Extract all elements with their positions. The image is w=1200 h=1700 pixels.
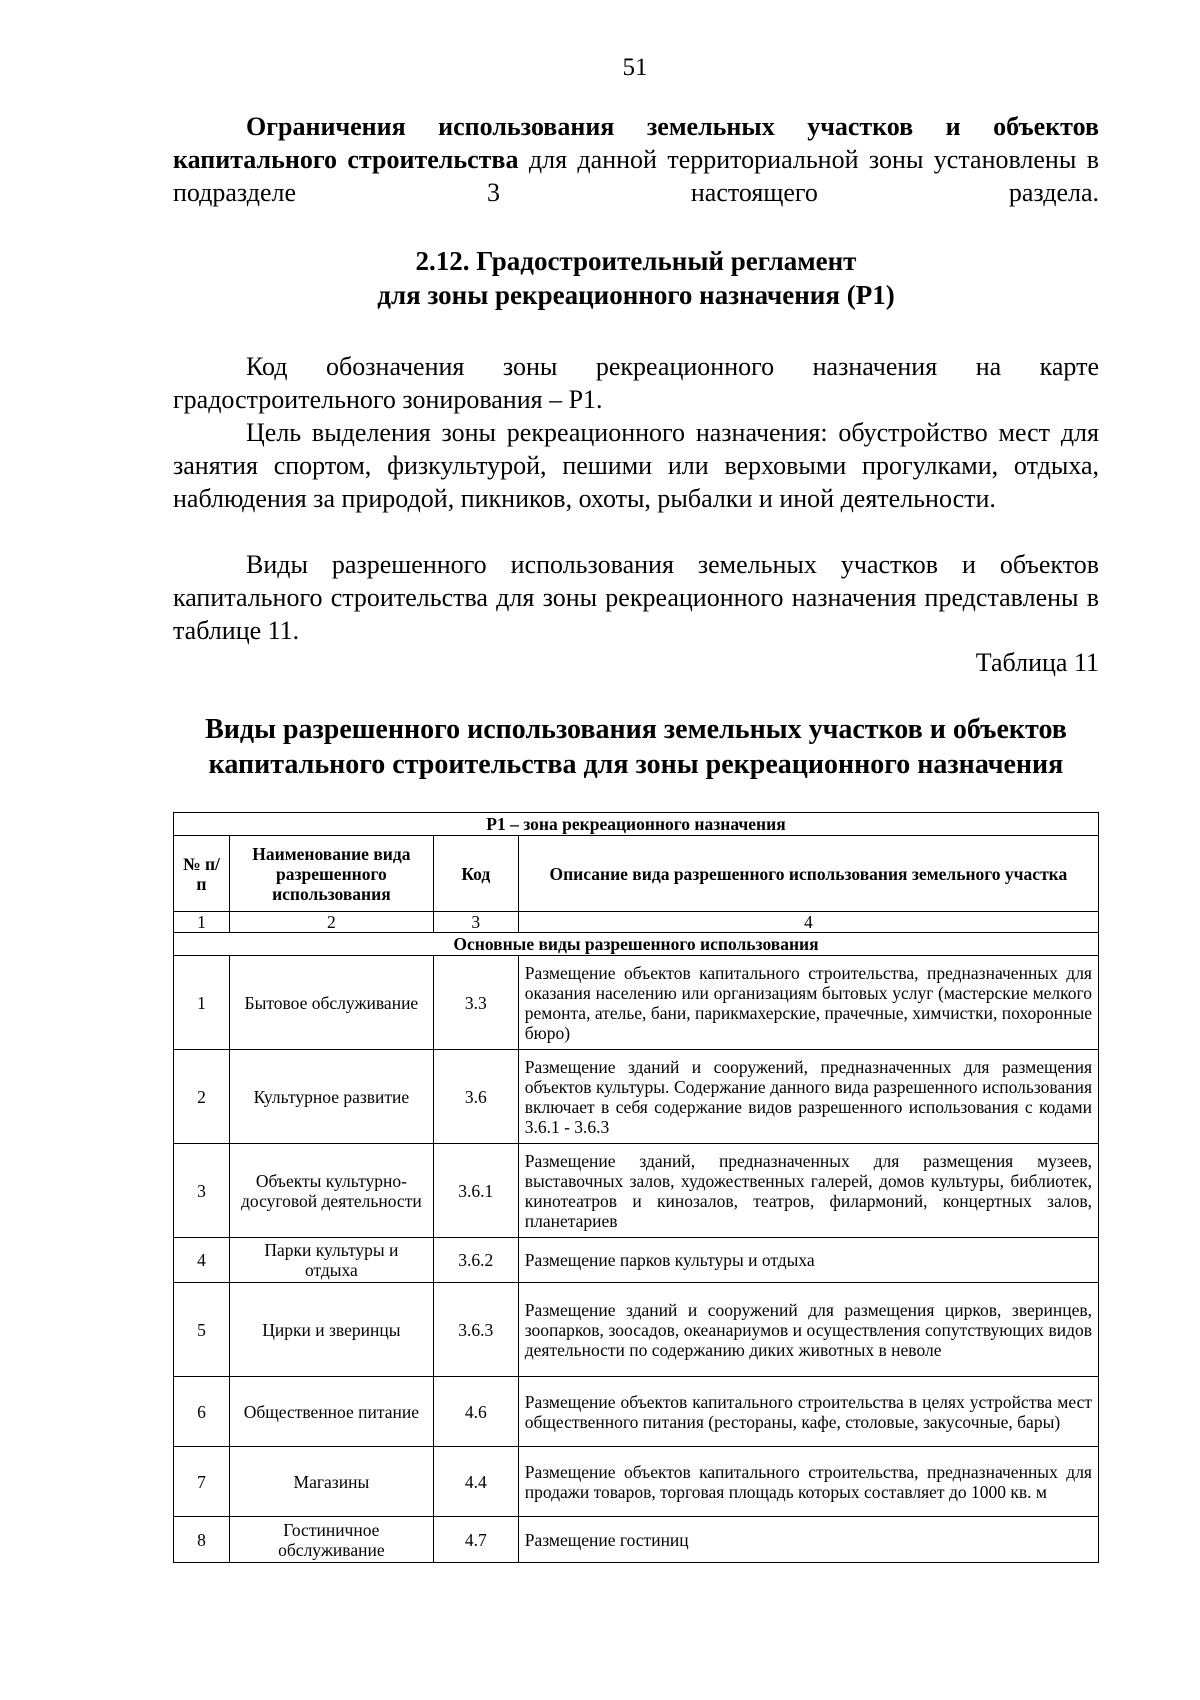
- section-heading-line1: 2.12. Градостроительный регламент: [415, 246, 857, 276]
- table-row: [174, 956, 1099, 1050]
- row-num: 7: [174, 1447, 230, 1517]
- section-heading: [173, 244, 1099, 312]
- row-name: Объекты культурно-досуговой деятельности: [229, 1144, 433, 1238]
- row-num: 5: [174, 1283, 230, 1377]
- table-row: [174, 1283, 1099, 1377]
- table-row: [174, 1377, 1099, 1447]
- row-description: Размещение парков культуры и отдыха: [518, 1238, 1098, 1283]
- table-row: [174, 1144, 1099, 1238]
- intro-bold-text: Ограничения использования земельных участков и объектов капитального строительства: [173, 112, 1099, 174]
- row-code: 4.6: [433, 1377, 518, 1447]
- row-name: Общественное питание: [229, 1377, 433, 1447]
- row-num: 8: [174, 1517, 230, 1563]
- section-label: Основные виды разрешенного использования: [174, 933, 1099, 956]
- row-name: Магазины: [229, 1447, 433, 1517]
- header-row: [174, 836, 1099, 912]
- row-num: 4: [174, 1238, 230, 1283]
- paragraph-table-reference: Виды разрешенного использования земельных участков и объектов капитального строительства для зоны рекреационного назначения представлены в таблице 11.: [173, 550, 1099, 645]
- column-number: 1: [174, 912, 230, 933]
- row-name: Парки культуры и отдыха: [229, 1238, 433, 1283]
- row-description: Размещение зданий и сооружений, предназначенных для размещения объектов культуры. Содержание данного вида разрешенного использования включает в себя содержание видов разрешенного использования с кодами 3.6.1 - 3.6.3: [518, 1050, 1098, 1144]
- paragraph-zone-purpose: Цель выделения зоны рекреационного назначения: обустройство мест для занятия спортом, физкультурой, пешими или верховыми прогулками, отдыха, наблюдения за природой, пикников, охоты, рыбалки и иной деятельности.: [173, 418, 1099, 513]
- row-code: 3.6: [433, 1050, 518, 1144]
- row-name: Цирки и зверинцы: [229, 1283, 433, 1377]
- row-description: Размещение объектов капитального строительства, предназначенных для оказания населению или организациям бытовых услуг (мастерские мелкого ремонта, ателье, бани, парикмахерские, прачечные, химчистки, похоронные бюро): [518, 956, 1098, 1050]
- row-description: Размещение зданий, предназначенных для размещения музеев, выставочных залов, художественных галерей, домов культуры, библиотек, кинотеатров и кинозалов, театров, филармоний, концертных залов, планетариев: [518, 1144, 1098, 1238]
- row-description: Размещение зданий и сооружений для размещения цирков, зверинцев, зоопарков, зоосадов, океанариумов и осуществления сопутствующих видов деятельности по содержанию диких животных в неволе: [518, 1283, 1098, 1377]
- row-name: Культурное развитие: [229, 1050, 433, 1144]
- header-code: Код: [433, 836, 518, 912]
- row-code: 4.7: [433, 1517, 518, 1563]
- section-heading-line2: для зоны рекреационного назначения (Р1): [377, 280, 895, 310]
- row-num: 3: [174, 1144, 230, 1238]
- row-code: 3.3: [433, 956, 518, 1050]
- row-code: 3.6.3: [433, 1283, 518, 1377]
- header-description: Описание вида разрешенного использования земельного участка: [518, 836, 1098, 912]
- intro-rest-text: для данной территориальной зоны установлены в подразделе 3 настоящего раздела.: [173, 145, 1099, 207]
- row-code: 3.6.1: [433, 1144, 518, 1238]
- header-num: № п/п: [174, 836, 230, 912]
- row-name: Бытовое обслуживание: [229, 956, 433, 1050]
- zone-row: [174, 813, 1099, 836]
- header-name: Наименование вида разрешенного использования: [229, 836, 433, 912]
- row-description: Размещение объектов капитального строительства в целях устройства мест общественного питания (рестораны, кафе, столовые, закусочные, бары): [518, 1377, 1098, 1447]
- column-number: 4: [518, 912, 1098, 933]
- section-row: [174, 933, 1099, 956]
- table-caption: Таблица 11: [975, 648, 1099, 677]
- table-row: [174, 1447, 1099, 1517]
- table-title-line1: Виды разрешенного использования земельных участков и объектов: [205, 714, 1067, 745]
- column-number: 3: [433, 912, 518, 933]
- row-name: Гостиничное обслуживание: [229, 1517, 433, 1563]
- table-row: [174, 1050, 1099, 1144]
- row-code: 4.4: [433, 1447, 518, 1517]
- table-row: [174, 1517, 1099, 1563]
- row-num: 1: [174, 956, 230, 1050]
- paragraph-zone-code: Код обозначения зоны рекреационного назначения на карте градостроительного зонирования – Р1.: [173, 352, 1099, 414]
- row-code: 3.6.2: [433, 1238, 518, 1283]
- row-num: 6: [174, 1377, 230, 1447]
- table-row: [174, 1238, 1099, 1283]
- table-title-line2: капитального строительства для зоны рекреационного назначения: [208, 749, 1064, 780]
- column-number-row: [174, 912, 1099, 933]
- row-description: Размещение объектов капитального строительства, предназначенных для продажи товаров, торговая площадь которых составляет до 1000 кв. м: [518, 1447, 1098, 1517]
- page-number: 51: [622, 54, 648, 81]
- zone-label: Р1 – зона рекреационного назначения: [174, 813, 1099, 836]
- land-use-table: [173, 812, 1099, 1563]
- column-number: 2: [229, 912, 433, 933]
- row-description: Размещение гостиниц: [518, 1517, 1098, 1563]
- table-title: [173, 712, 1099, 782]
- row-num: 2: [174, 1050, 230, 1144]
- intro-paragraph: [173, 110, 1099, 209]
